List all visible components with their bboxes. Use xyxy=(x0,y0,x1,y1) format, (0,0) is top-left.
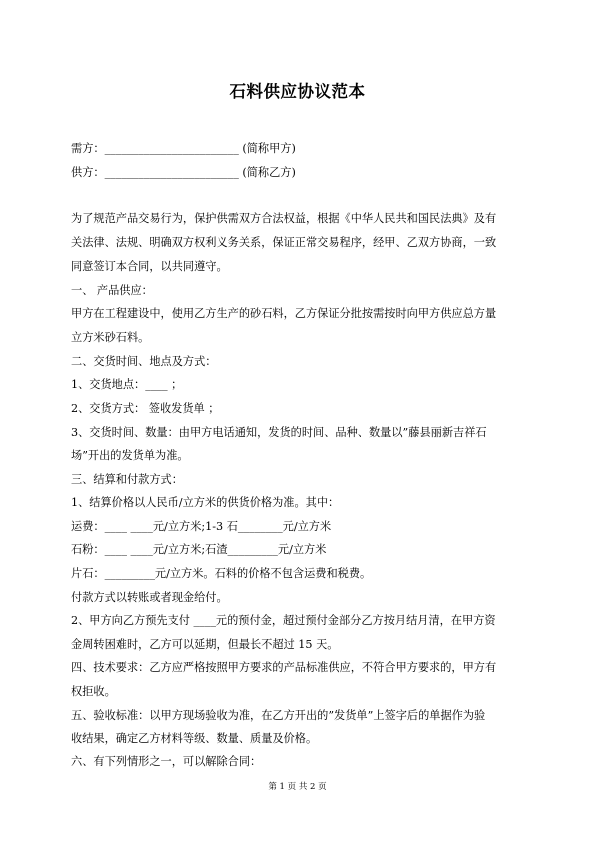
section-heading: 六、有下列情形之一，可以解除合同： xyxy=(71,755,262,768)
body-line: 场”开出的发货单为准。 xyxy=(71,449,189,462)
body-line: 甲方在工程建设中，使用乙方生产的砂石料，乙方保证分批按需按时向甲方供应总方量 xyxy=(71,307,497,320)
body-line: 石粉：____ ____元/立方米;石渣_________元/立方米 xyxy=(71,543,327,556)
section-heading: 四、技术要求：乙方应严格按照甲方要求的产品标准供应，不符合甲方要求的，甲方有 xyxy=(71,661,497,674)
body-line: 1、结算价格以人民币/立方米的供货价格为准。其中： xyxy=(71,496,340,509)
section-heading: 五、验收标准：以甲方现场验收为准，在乙方开出的”发货单”上签字后的单据作为验 xyxy=(71,709,486,722)
body-line: 同意签订本合同，以共同遵守。 xyxy=(71,260,228,273)
document-title: 石料供应协议范本 xyxy=(229,82,366,101)
body-line: 1、交货地点：____ ； xyxy=(71,378,183,391)
body-line: 立方米砂石料。 xyxy=(71,331,150,344)
section-heading: 二、交货时间、地点及方式： xyxy=(71,355,217,368)
body-line: 付款方式以转账或者现金给付。 xyxy=(71,591,228,604)
section-heading: 三、结算和付款方式： xyxy=(71,473,183,486)
buyer-line: 需方：________________________ (简称甲方) xyxy=(71,142,296,155)
section-heading: 一、 产品供应： xyxy=(71,284,153,297)
body-line: 2、交货方式： 签收发货单 ； xyxy=(71,402,220,415)
body-line: 权拒收。 xyxy=(71,685,116,698)
body-line: 为了规范产品交易行为，保护供需双方合法权益，根据《中华人民共和国民法典》及有 xyxy=(71,212,497,225)
supplier-line: 供方：________________________ (简称乙方) xyxy=(71,166,296,179)
body-line: 2、甲方向乙方预先支付 ____元的预付金，超过预付金部分乙方按月结月清，在甲方资 xyxy=(71,614,496,627)
page-footer: 第 1 页 共 2 页 xyxy=(268,782,327,792)
body-line: 金周转困难时，乙方可以延期，但最长不超过 15 天。 xyxy=(71,638,339,651)
body-line: 片石：_________元/立方米。石料的价格不包含运费和税费。 xyxy=(71,567,372,580)
body-line: 运费：____ ____元/立方米;1-3 石________元/立方米 xyxy=(71,520,332,533)
body-line: 收结果，确定乙方材料等级、数量、质量及价格。 xyxy=(71,732,318,745)
body-line: 关法律、法规、明确双方权利义务关系，保证正常交易程序，经甲、乙双方协商，一致 xyxy=(71,236,497,249)
body-line: 3、交货时间、数量：由甲方电话通知，发货的时间、品种、数量以”藤县丽新吉祥石 xyxy=(71,426,487,439)
